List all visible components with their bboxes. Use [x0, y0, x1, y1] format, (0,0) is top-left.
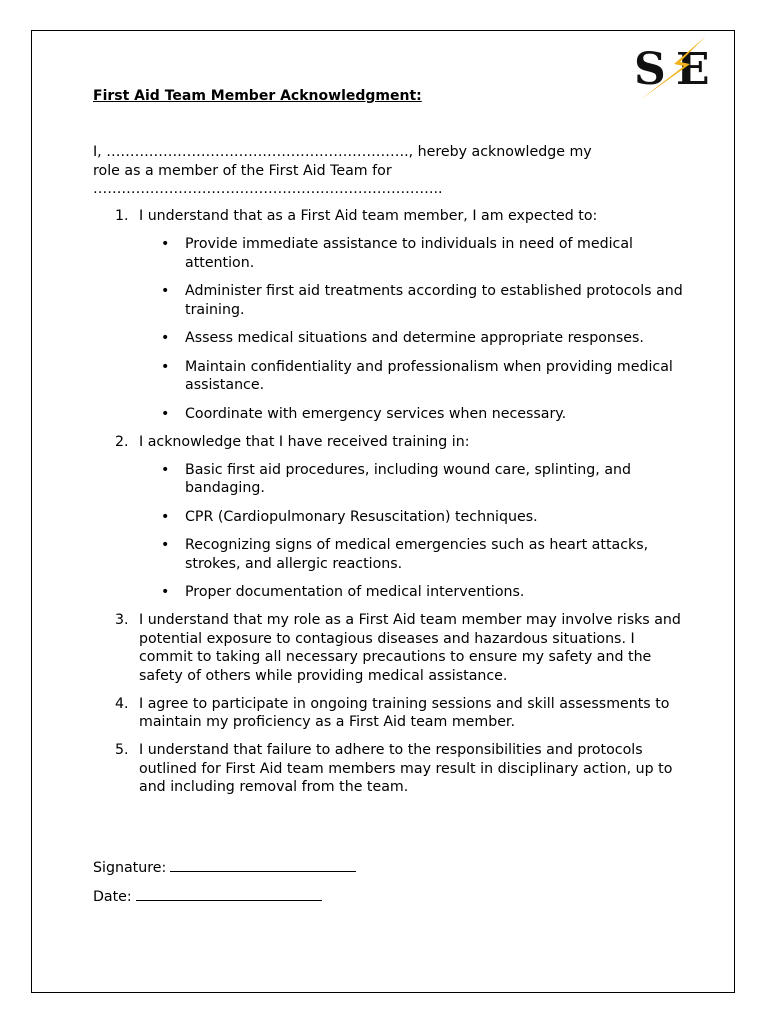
bullet-item	[139, 508, 683, 527]
bullet-item	[139, 583, 683, 602]
signature-blank[interactable]	[170, 857, 356, 872]
list-number: 5.	[115, 742, 129, 758]
list-item-4	[93, 695, 683, 732]
list-item-2	[93, 433, 683, 602]
date-label: Date:	[93, 889, 132, 905]
list-number: 1.	[115, 208, 129, 224]
bullet-text: Administer first aid treatments according to established protocols and training.	[185, 283, 683, 318]
intro-line-1: I, ………………………………………………………., hereby acknowledge my	[93, 144, 592, 160]
list-number: 2.	[115, 433, 129, 450]
bullet-text: Coordinate with emergency services when necessary.	[185, 405, 567, 422]
bullet-item	[139, 235, 683, 272]
list-item-5	[93, 741, 683, 797]
bullet-item	[139, 282, 683, 319]
date-line	[93, 886, 322, 907]
signature-label: Signature:	[93, 860, 167, 876]
signature-line	[93, 857, 356, 878]
svg-text:S: S	[634, 44, 666, 95]
bullet-icon: •	[161, 508, 170, 525]
list-item-text: I understand that failure to adhere to the responsibilities and protocols outlined for First Aid team members may result in disciplinary action, up to and including removal from the team.	[139, 742, 673, 795]
duties-bullet-list	[139, 235, 683, 423]
bullet-icon: •	[161, 584, 170, 600]
bullet-item	[139, 536, 683, 573]
list-number: 4.	[115, 695, 129, 712]
bullet-icon: •	[161, 330, 170, 346]
bullet-icon: •	[161, 283, 170, 299]
bullet-icon: •	[161, 405, 170, 422]
company-logo	[632, 34, 718, 102]
bullet-text: Basic first aid procedures, including wound care, splinting, and bandaging.	[185, 461, 632, 496]
bullet-icon: •	[161, 537, 170, 553]
bullet-icon: •	[161, 461, 170, 478]
list-item-text: I understand that my role as a First Aid team member may involve risks and potential exposure to contagious diseases and hazardous situations. I commit to taking all necessary precautions to ensure my safety and the safety of others while providing medical assistance.	[139, 612, 681, 684]
bullet-item	[139, 405, 683, 424]
intro-paragraph	[93, 143, 663, 199]
bullet-icon: •	[161, 236, 170, 252]
bullet-item	[139, 461, 683, 498]
bullet-text: Proper documentation of medical interventions.	[185, 584, 525, 600]
bullet-text: Recognizing signs of medical emergencies such as heart attacks, strokes, and allergic reactions.	[185, 537, 649, 572]
svg-text:E: E	[676, 44, 710, 95]
training-bullet-list	[139, 461, 683, 602]
bullet-item	[139, 358, 683, 395]
list-item-text: I agree to participate in ongoing training sessions and skill assessments to maintain my proficiency as a First Aid team member.	[139, 695, 670, 730]
acknowledgment-list	[93, 207, 683, 806]
bullet-text: Assess medical situations and determine appropriate responses.	[185, 330, 644, 346]
list-item-1	[93, 207, 683, 423]
list-item-text: I acknowledge that I have received training in:	[139, 433, 470, 450]
document-title: First Aid Team Member Acknowledgment:	[93, 88, 422, 104]
bullet-text: CPR (Cardiopulmonary Resuscitation) techniques.	[185, 508, 538, 525]
intro-line-2: role as a member of the First Aid Team for	[93, 162, 392, 179]
bullet-item	[139, 329, 683, 348]
bullet-icon: •	[161, 358, 170, 375]
bullet-text: Maintain confidentiality and professionalism when providing medical assistance.	[185, 358, 673, 393]
list-item-text: I understand that as a First Aid team member, I am expected to:	[139, 208, 598, 224]
list-item-3	[93, 611, 683, 685]
intro-line-3: ………………………………………………………………..	[93, 181, 443, 197]
bullet-text: Provide immediate assistance to individuals in need of medical attention.	[185, 236, 633, 271]
list-number: 3.	[115, 612, 129, 628]
date-blank[interactable]	[136, 886, 322, 901]
